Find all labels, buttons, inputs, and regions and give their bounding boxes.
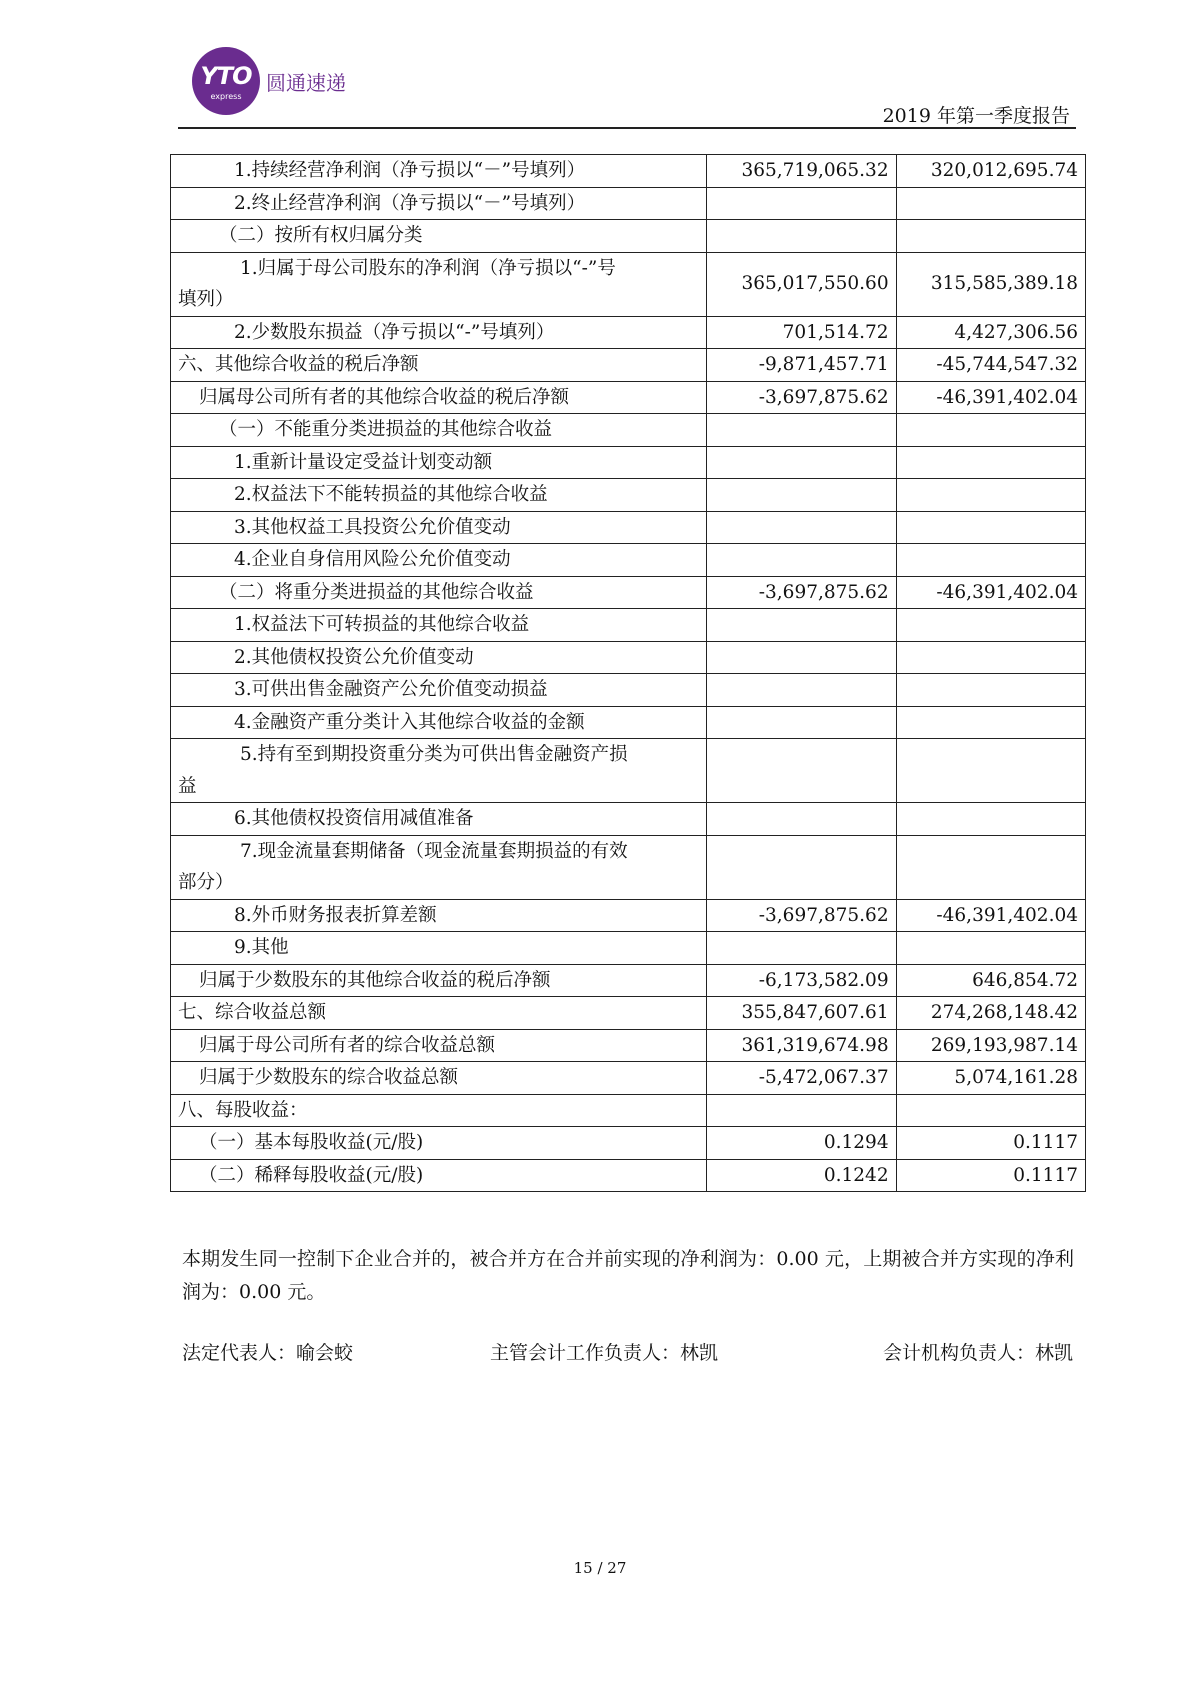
row-label: 6.其他债权投资信用减值准备 (171, 803, 707, 836)
prior-period-value: 646,854.72 (896, 964, 1085, 997)
table-row (171, 316, 1086, 349)
current-period-value: -3,697,875.62 (707, 576, 896, 609)
prior-period-value: -46,391,402.04 (896, 576, 1085, 609)
current-period-value (707, 446, 896, 479)
prior-period-value: 0.1117 (896, 1159, 1085, 1192)
row-label: 归属母公司所有者的其他综合收益的税后净额 (171, 381, 707, 414)
row-label: 3.其他权益工具投资公允价值变动 (171, 511, 707, 544)
prior-period-value: 5,074,161.28 (896, 1062, 1085, 1095)
current-period-value (707, 414, 896, 447)
row-label: 八、每股收益： (171, 1094, 707, 1127)
row-label: 8.外币财务报表折算差额 (171, 899, 707, 932)
prior-period-value: 274,268,148.42 (896, 997, 1085, 1030)
table-row (171, 155, 1086, 188)
prior-period-value: 320,012,695.74 (896, 155, 1085, 188)
prior-period-value: 315,585,389.18 (896, 252, 1085, 316)
current-period-value (707, 706, 896, 739)
table-row (171, 899, 1086, 932)
table-row (171, 835, 1086, 899)
row-label (171, 739, 707, 803)
current-period-value: -9,871,457.71 (707, 349, 896, 382)
current-period-value (707, 609, 896, 642)
table-row (171, 964, 1086, 997)
prior-period-value (896, 446, 1085, 479)
table-row (171, 576, 1086, 609)
prior-period-value: 4,427,306.56 (896, 316, 1085, 349)
row-label: 1.权益法下可转损益的其他综合收益 (171, 609, 707, 642)
prior-period-value (896, 835, 1085, 899)
row-label-line2: 部分） (178, 872, 234, 893)
row-label: （二）将重分类进损益的其他综合收益 (171, 576, 707, 609)
current-period-value (707, 187, 896, 220)
prior-period-value (896, 641, 1085, 674)
row-label: 归属于母公司所有者的综合收益总额 (171, 1029, 707, 1062)
legal-representative: 法定代表人：喻会蛟 (182, 1342, 354, 1364)
report-title: 2019 年第一季度报告 (882, 105, 1070, 127)
prior-period-value (896, 803, 1085, 836)
logo-mark: YTO (200, 62, 252, 90)
row-label: 六、其他综合收益的税后净额 (171, 349, 707, 382)
header-divider (178, 127, 1076, 129)
table-row (171, 1062, 1086, 1095)
table-row (171, 1127, 1086, 1160)
accounting-head: 主管会计工作负责人：林凯 (490, 1342, 719, 1364)
prior-period-value (896, 932, 1085, 965)
prior-period-value (896, 1094, 1085, 1127)
table-row (171, 706, 1086, 739)
current-period-value: 0.1242 (707, 1159, 896, 1192)
table-row (171, 349, 1086, 382)
company-name: 圆通速递 (266, 71, 346, 95)
table-row (171, 1029, 1086, 1062)
current-period-value (707, 1094, 896, 1127)
merger-note: 本期发生同一控制下企业合并的，被合并方在合并前实现的净利润为：0.00 元，上期被合并方实现的净利润为：0.00 元。 (182, 1248, 1074, 1303)
prior-period-value: 269,193,987.14 (896, 1029, 1085, 1062)
table-row (171, 187, 1086, 220)
row-label: 2.其他债权投资公允价值变动 (171, 641, 707, 674)
current-period-value (707, 479, 896, 512)
prior-period-value: -46,391,402.04 (896, 381, 1085, 414)
prior-period-value (896, 674, 1085, 707)
table-row (171, 511, 1086, 544)
current-period-value: 701,514.72 (707, 316, 896, 349)
prior-period-value: 0.1117 (896, 1127, 1085, 1160)
table-row (171, 220, 1086, 253)
prior-period-value (896, 479, 1085, 512)
row-label-line1: 5.持有至到期投资重分类为可供出售金融资产损 (240, 744, 628, 765)
current-period-value: 361,319,674.98 (707, 1029, 896, 1062)
row-label: （一）基本每股收益(元/股) (171, 1127, 707, 1160)
row-label: 4.金融资产重分类计入其他综合收益的金额 (171, 706, 707, 739)
row-label-line1: 7.现金流量套期储备（现金流量套期损益的有效 (240, 840, 628, 862)
prior-period-value (896, 220, 1085, 253)
row-label: （一）不能重分类进损益的其他综合收益 (171, 414, 707, 447)
table-row (171, 446, 1086, 479)
row-label: （二）稀释每股收益(元/股) (171, 1159, 707, 1192)
current-period-value (707, 674, 896, 707)
prior-period-value (896, 739, 1085, 803)
company-logo (192, 47, 392, 115)
table-row (171, 252, 1086, 316)
row-label-line2: 益 (178, 775, 197, 797)
current-period-value: 365,017,550.60 (707, 252, 896, 316)
current-period-value (707, 220, 896, 253)
prior-period-value (896, 609, 1085, 642)
prior-period-value (896, 187, 1085, 220)
row-label: 归属于少数股东的其他综合收益的税后净额 (171, 964, 707, 997)
row-label: 4.企业自身信用风险公允价值变动 (171, 544, 707, 577)
row-label: 2.终止经营净利润（净亏损以“－”号填列） (171, 187, 707, 220)
table-row (171, 609, 1086, 642)
current-period-value: 365,719,065.32 (707, 155, 896, 188)
table-row (171, 997, 1086, 1030)
row-label: 2.少数股东损益（净亏损以“-”号填列） (171, 316, 707, 349)
table-row (171, 674, 1086, 707)
table-row (171, 544, 1086, 577)
row-label (171, 252, 707, 316)
current-period-value (707, 511, 896, 544)
current-period-value: 355,847,607.61 (707, 997, 896, 1030)
row-label-line1: 1.归属于母公司股东的净利润（净亏损以“-”号 (240, 257, 616, 279)
table-row (171, 414, 1086, 447)
table-row (171, 1159, 1086, 1192)
current-period-value: -3,697,875.62 (707, 381, 896, 414)
row-label: 3.可供出售金融资产公允价值变动损益 (171, 674, 707, 707)
row-label: 七、综合收益总额 (171, 997, 707, 1030)
row-label: 2.权益法下不能转损益的其他综合收益 (171, 479, 707, 512)
row-label: 归属于少数股东的综合收益总额 (171, 1062, 707, 1095)
row-label (171, 835, 707, 899)
prior-period-value (896, 414, 1085, 447)
row-label: （二）按所有权归属分类 (171, 220, 707, 253)
prior-period-value (896, 706, 1085, 739)
prior-period-value: -46,391,402.04 (896, 899, 1085, 932)
table-row (171, 479, 1086, 512)
prior-period-value: -45,744,547.32 (896, 349, 1085, 382)
table-row (171, 739, 1086, 803)
current-period-value (707, 803, 896, 836)
page-number: 15 / 27 (573, 1559, 627, 1577)
row-label-line2: 填列） (178, 289, 234, 310)
accounting-org-head: 会计机构负责人：林凯 (882, 1342, 1073, 1364)
income-statement-table (170, 154, 1086, 1192)
table-row (171, 1094, 1086, 1127)
current-period-value (707, 739, 896, 803)
current-period-value: 0.1294 (707, 1127, 896, 1160)
current-period-value (707, 932, 896, 965)
current-period-value: -6,173,582.09 (707, 964, 896, 997)
table-row (171, 803, 1086, 836)
current-period-value (707, 835, 896, 899)
current-period-value (707, 641, 896, 674)
table-row (171, 932, 1086, 965)
prior-period-value (896, 544, 1085, 577)
table-row (171, 381, 1086, 414)
prior-period-value (896, 511, 1085, 544)
row-label: 1.持续经营净利润（净亏损以“－”号填列） (171, 155, 707, 188)
row-label: 1.重新计量设定受益计划变动额 (171, 446, 707, 479)
current-period-value (707, 544, 896, 577)
row-label: 9.其他 (171, 932, 707, 965)
current-period-value: -3,697,875.62 (707, 899, 896, 932)
table-row (171, 641, 1086, 674)
logo-subtitle: express (210, 92, 242, 101)
current-period-value: -5,472,067.37 (707, 1062, 896, 1095)
